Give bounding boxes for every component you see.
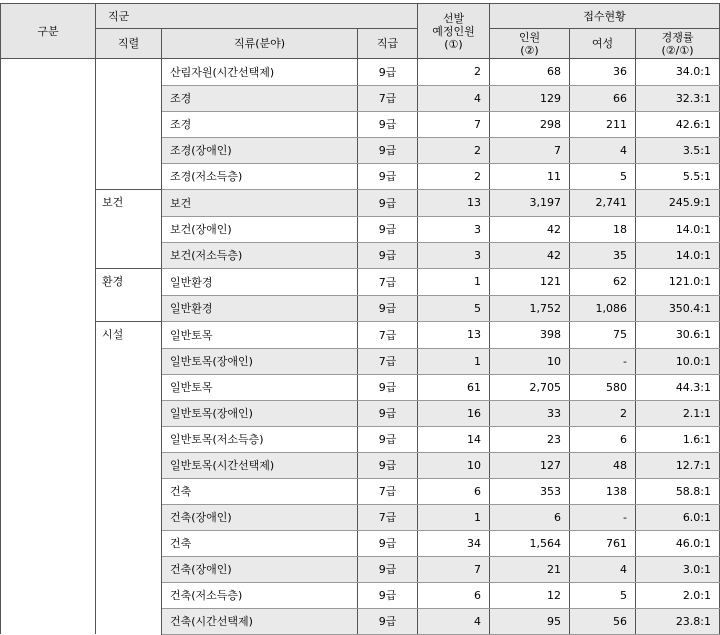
female-cell: 5 [570, 163, 636, 190]
job-type-cell: 보건(저소득층) [162, 242, 358, 269]
applicants-cell: 2,705 [490, 374, 570, 400]
grade-cell: 9급 [358, 216, 418, 242]
job-type-cell: 조경 [162, 85, 358, 111]
division-cell [1, 452, 96, 478]
table-row [1, 478, 720, 504]
job-series-cell [96, 59, 162, 86]
division-cell [1, 374, 96, 400]
header-applicants: 인원 (②) [490, 29, 570, 59]
ratio-cell: 245.9:1 [636, 190, 720, 217]
division-cell [1, 608, 96, 634]
header-grade: 직급 [358, 29, 418, 59]
job-series-cell [96, 426, 162, 452]
job-type-cell: 건축(장애인) [162, 504, 358, 530]
female-cell: 580 [570, 374, 636, 400]
female-cell: 66 [570, 85, 636, 111]
planned-cell: 2 [418, 137, 490, 163]
female-cell: 138 [570, 478, 636, 504]
header-status: 접수현황 [490, 4, 720, 29]
ratio-cell: 2.1:1 [636, 400, 720, 426]
planned-cell: 2 [418, 59, 490, 86]
female-cell: 1,086 [570, 295, 636, 322]
grade-cell: 7급 [358, 322, 418, 349]
table-row [1, 163, 720, 190]
recruitment-status-table [0, 3, 720, 635]
division-cell [1, 556, 96, 582]
planned-cell: 3 [418, 242, 490, 269]
job-type-cell: 일반환경 [162, 269, 358, 296]
grade-cell: 9급 [358, 452, 418, 478]
applicants-cell: 68 [490, 59, 570, 86]
job-type-cell: 조경 [162, 111, 358, 137]
ratio-cell: 32.3:1 [636, 85, 720, 111]
ratio-cell: 44.3:1 [636, 374, 720, 400]
job-type-cell: 보건(장애인) [162, 216, 358, 242]
planned-cell: 6 [418, 478, 490, 504]
job-type-cell: 일반토목(장애인) [162, 348, 358, 374]
table-row [1, 85, 720, 111]
job-series-cell [96, 216, 162, 242]
header-planned: 선발 예정인원 (①) [418, 4, 490, 59]
ratio-cell: 34.0:1 [636, 59, 720, 86]
job-type-cell: 건축(장애인) [162, 556, 358, 582]
job-type-cell: 일반토목(저소득층) [162, 426, 358, 452]
table-row [1, 556, 720, 582]
applicants-cell: 95 [490, 608, 570, 634]
female-cell: 18 [570, 216, 636, 242]
female-cell: 62 [570, 269, 636, 296]
job-type-cell: 산림자원(시간선택제) [162, 59, 358, 86]
female-cell: 5 [570, 582, 636, 608]
job-series-cell [96, 530, 162, 556]
header-job-type: 직류(분야) [162, 29, 358, 59]
ratio-cell: 3.0:1 [636, 556, 720, 582]
job-series-cell: 시설 [96, 322, 162, 349]
grade-cell: 7급 [358, 478, 418, 504]
table-row [1, 504, 720, 530]
job-series-cell [96, 556, 162, 582]
table-row [1, 400, 720, 426]
planned-cell: 2 [418, 163, 490, 190]
header-division: 구분 [1, 4, 96, 59]
planned-cell: 16 [418, 400, 490, 426]
applicants-cell: 121 [490, 269, 570, 296]
job-series-cell [96, 582, 162, 608]
job-type-cell: 조경(저소득층) [162, 163, 358, 190]
female-cell: 4 [570, 556, 636, 582]
division-cell [1, 478, 96, 504]
job-type-cell: 건축 [162, 530, 358, 556]
female-cell: 4 [570, 137, 636, 163]
job-series-cell: 보건 [96, 190, 162, 217]
table-row [1, 216, 720, 242]
ratio-cell: 121.0:1 [636, 269, 720, 296]
division-cell [1, 85, 96, 111]
table-row [1, 608, 720, 634]
division-cell [1, 59, 96, 86]
planned-cell: 1 [418, 348, 490, 374]
table-row [1, 269, 720, 296]
grade-cell: 9급 [358, 111, 418, 137]
division-cell [1, 269, 96, 296]
applicants-cell: 129 [490, 85, 570, 111]
grade-cell: 9급 [358, 163, 418, 190]
table-row [1, 242, 720, 269]
header-job-group: 직군 [96, 4, 418, 29]
grade-cell: 9급 [358, 59, 418, 86]
job-series-cell: 환경 [96, 269, 162, 296]
job-series-cell [96, 400, 162, 426]
ratio-cell: 42.6:1 [636, 111, 720, 137]
division-cell [1, 400, 96, 426]
female-cell: 35 [570, 242, 636, 269]
division-cell [1, 504, 96, 530]
female-cell: 211 [570, 111, 636, 137]
division-cell [1, 322, 96, 349]
planned-cell: 4 [418, 85, 490, 111]
female-cell: 36 [570, 59, 636, 86]
job-series-cell [96, 348, 162, 374]
job-series-cell [96, 163, 162, 190]
division-cell [1, 426, 96, 452]
table-row [1, 322, 720, 349]
table-row [1, 530, 720, 556]
ratio-cell: 350.4:1 [636, 295, 720, 322]
ratio-cell: 58.8:1 [636, 478, 720, 504]
applicants-cell: 10 [490, 348, 570, 374]
ratio-cell: 12.7:1 [636, 452, 720, 478]
female-cell: 75 [570, 322, 636, 349]
grade-cell: 9급 [358, 530, 418, 556]
grade-cell: 9급 [358, 426, 418, 452]
grade-cell: 9급 [358, 374, 418, 400]
ratio-cell: 46.0:1 [636, 530, 720, 556]
planned-cell: 1 [418, 504, 490, 530]
planned-cell: 7 [418, 111, 490, 137]
ratio-cell: 3.5:1 [636, 137, 720, 163]
job-type-cell: 건축 [162, 478, 358, 504]
applicants-cell: 12 [490, 582, 570, 608]
job-type-cell: 일반환경 [162, 295, 358, 322]
applicants-cell: 3,197 [490, 190, 570, 217]
job-type-cell: 조경(장애인) [162, 137, 358, 163]
applicants-cell: 42 [490, 242, 570, 269]
planned-cell: 13 [418, 322, 490, 349]
planned-cell: 13 [418, 190, 490, 217]
division-cell [1, 137, 96, 163]
grade-cell: 9급 [358, 137, 418, 163]
female-cell: 6 [570, 426, 636, 452]
grade-cell: 9급 [358, 556, 418, 582]
division-cell [1, 216, 96, 242]
table-row [1, 452, 720, 478]
grade-cell: 7급 [358, 85, 418, 111]
ratio-cell: 14.0:1 [636, 216, 720, 242]
division-cell [1, 242, 96, 269]
job-type-cell: 일반토목(장애인) [162, 400, 358, 426]
grade-cell: 9급 [358, 400, 418, 426]
division-cell [1, 530, 96, 556]
grade-cell: 7급 [358, 348, 418, 374]
ratio-cell: 14.0:1 [636, 242, 720, 269]
header-female: 여성 [570, 29, 636, 59]
female-cell: 48 [570, 452, 636, 478]
table-row [1, 137, 720, 163]
grade-cell: 9급 [358, 242, 418, 269]
applicants-cell: 127 [490, 452, 570, 478]
female-cell: - [570, 504, 636, 530]
job-series-cell [96, 504, 162, 530]
applicants-cell: 42 [490, 216, 570, 242]
planned-cell: 4 [418, 608, 490, 634]
planned-cell: 5 [418, 295, 490, 322]
grade-cell: 9급 [358, 190, 418, 217]
job-series-cell [96, 295, 162, 322]
grade-cell: 9급 [358, 582, 418, 608]
header-ratio: 경쟁률 (②/①) [636, 29, 720, 59]
applicants-cell: 21 [490, 556, 570, 582]
job-series-cell [96, 242, 162, 269]
grade-cell: 7급 [358, 504, 418, 530]
table-row [1, 348, 720, 374]
ratio-cell: 30.6:1 [636, 322, 720, 349]
female-cell: 2,741 [570, 190, 636, 217]
job-type-cell: 일반토목 [162, 322, 358, 349]
planned-cell: 61 [418, 374, 490, 400]
applicants-cell: 23 [490, 426, 570, 452]
applicants-cell: 33 [490, 400, 570, 426]
planned-cell: 10 [418, 452, 490, 478]
job-type-cell: 건축(저소득층) [162, 582, 358, 608]
job-type-cell: 보건 [162, 190, 358, 217]
table-row [1, 374, 720, 400]
applicants-cell: 7 [490, 137, 570, 163]
female-cell: 2 [570, 400, 636, 426]
planned-cell: 34 [418, 530, 490, 556]
division-cell [1, 295, 96, 322]
planned-cell: 1 [418, 269, 490, 296]
job-series-cell [96, 137, 162, 163]
job-type-cell: 일반토목(시간선택제) [162, 452, 358, 478]
ratio-cell: 5.5:1 [636, 163, 720, 190]
applicants-cell: 11 [490, 163, 570, 190]
job-type-cell: 일반토목 [162, 374, 358, 400]
job-series-cell [96, 85, 162, 111]
planned-cell: 14 [418, 426, 490, 452]
header-job-series: 직렬 [96, 29, 162, 59]
applicants-cell: 398 [490, 322, 570, 349]
ratio-cell: 2.0:1 [636, 582, 720, 608]
applicants-cell: 1,564 [490, 530, 570, 556]
table-row [1, 426, 720, 452]
grade-cell: 9급 [358, 608, 418, 634]
division-cell [1, 190, 96, 217]
applicants-cell: 1,752 [490, 295, 570, 322]
grade-cell: 7급 [358, 269, 418, 296]
applicants-cell: 298 [490, 111, 570, 137]
table-row [1, 59, 720, 86]
planned-cell: 7 [418, 556, 490, 582]
ratio-cell: 23.8:1 [636, 608, 720, 634]
applicants-cell: 353 [490, 478, 570, 504]
division-cell [1, 163, 96, 190]
ratio-cell: 6.0:1 [636, 504, 720, 530]
ratio-cell: 10.0:1 [636, 348, 720, 374]
division-cell [1, 111, 96, 137]
grade-cell: 9급 [358, 295, 418, 322]
division-cell [1, 582, 96, 608]
job-type-cell: 건축(시간선택제) [162, 608, 358, 634]
female-cell: 56 [570, 608, 636, 634]
female-cell: 761 [570, 530, 636, 556]
table-row [1, 582, 720, 608]
planned-cell: 3 [418, 216, 490, 242]
job-series-cell [96, 111, 162, 137]
female-cell: - [570, 348, 636, 374]
job-series-cell [96, 478, 162, 504]
table-row [1, 190, 720, 217]
planned-cell: 6 [418, 582, 490, 608]
table-row [1, 295, 720, 322]
job-series-cell [96, 374, 162, 400]
job-series-cell [96, 452, 162, 478]
table-row [1, 111, 720, 137]
ratio-cell: 1.6:1 [636, 426, 720, 452]
applicants-cell: 6 [490, 504, 570, 530]
job-series-cell [96, 608, 162, 634]
division-cell [1, 348, 96, 374]
